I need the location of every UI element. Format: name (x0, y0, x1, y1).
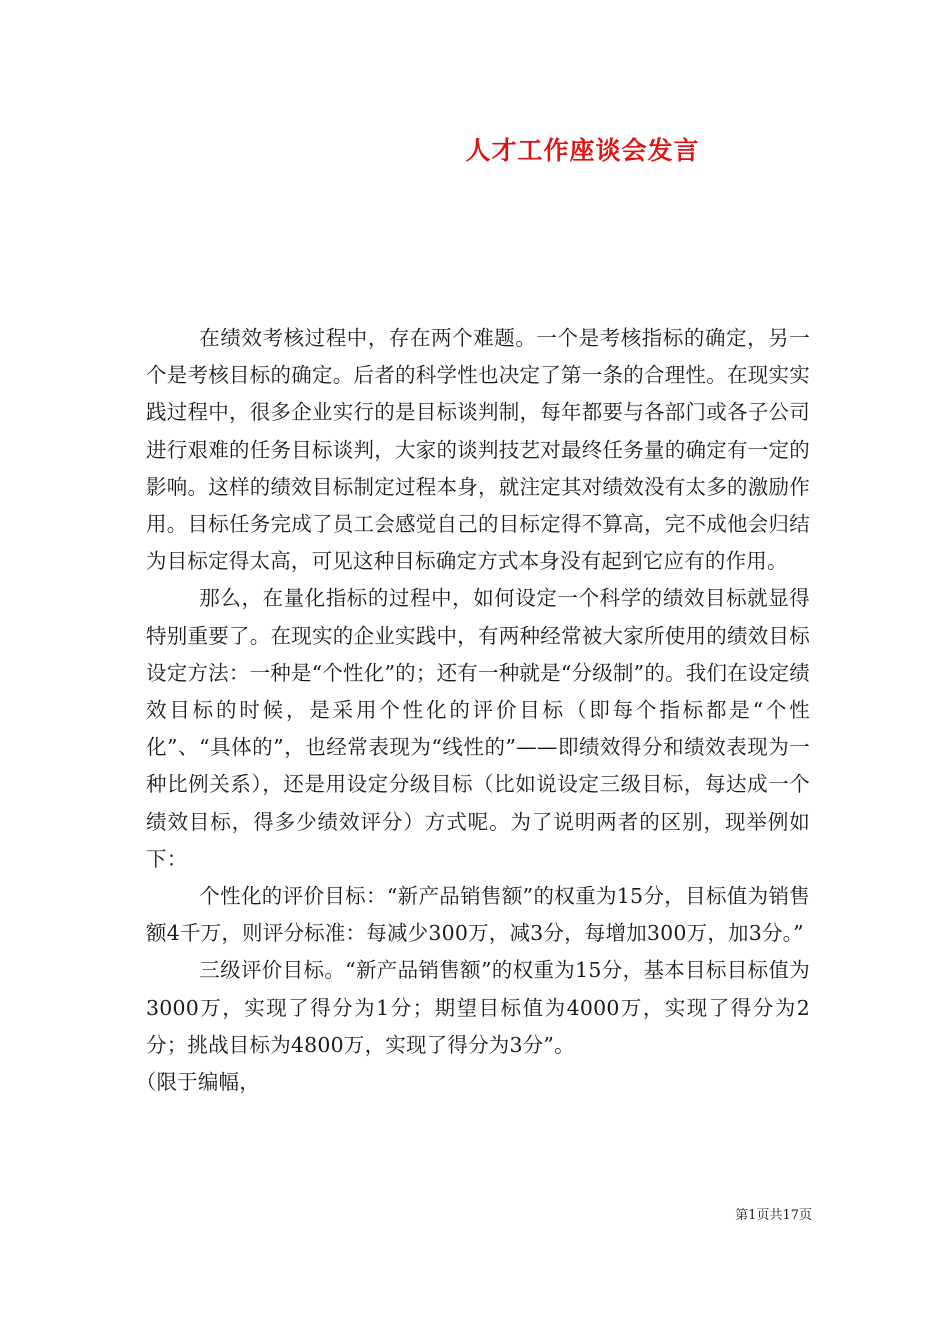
paragraph-1: 在绩效考核过程中，存在两个难题。一个是考核指标的确定，另一个是考核目标的确定。后者的科学性也决定了第一条的合理性。在现实实践过程中，很多企业实行的是目标谈判制，每年都要与各部门或各子公司进行艰难的任务目标谈判，大家的谈判技艺对最终任务量的确定有一定的影响。这样的绩效目标制定过程本身，就注定其对绩效没有太多的激励作用。目标任务完成了员工会感觉自己的目标定得不算高，完不成他会归结为目标定得太高，可见这种目标确定方式本身没有起到它应有的作用。 (146, 326, 810, 574)
paragraph-4: 三级评价目标。“新产品销售额”的权重为15分，基本目标目标值为3000万，实现了得分为1分；期望目标值为4000万，实现了得分为2分；挑战目标为4800万，实现了得分为3分”。 (146, 958, 810, 1057)
paragraph-2: 那么，在量化指标的过程中，如何设定一个科学的绩效目标就显得特别重要了。在现实的企业实践中，有两种经常被大家所使用的绩效目标设定方法：一种是“个性化”的；还有一种就是“分级制”的。我们在设定绩效目标的时候，是采用个性化的评价目标（即每个指标都是“个性化”、“具体的”，也经常表现为“线性的”——即绩效得分和绩效表现为一种比例关系），还是用设定分级目标（比如说设定三级目标，每达成一个绩效目标，得多少绩效评分）方式呢。为了说明两者的区别，现举例如下： (146, 586, 810, 871)
paragraph-5: （限于编幅， (135, 1070, 260, 1095)
paragraph-3: 个性化的评价目标：“新产品销售额”的权重为15分，目标值为销售额4千万，则评分标准：每减少300万，减3分，每增加300万，加3分。” (146, 884, 810, 946)
page-number-footer: 第1页共17页 (735, 1208, 812, 1223)
document-body (135, 320, 810, 1101)
document-title: 人才工作座谈会发言 (465, 136, 700, 165)
